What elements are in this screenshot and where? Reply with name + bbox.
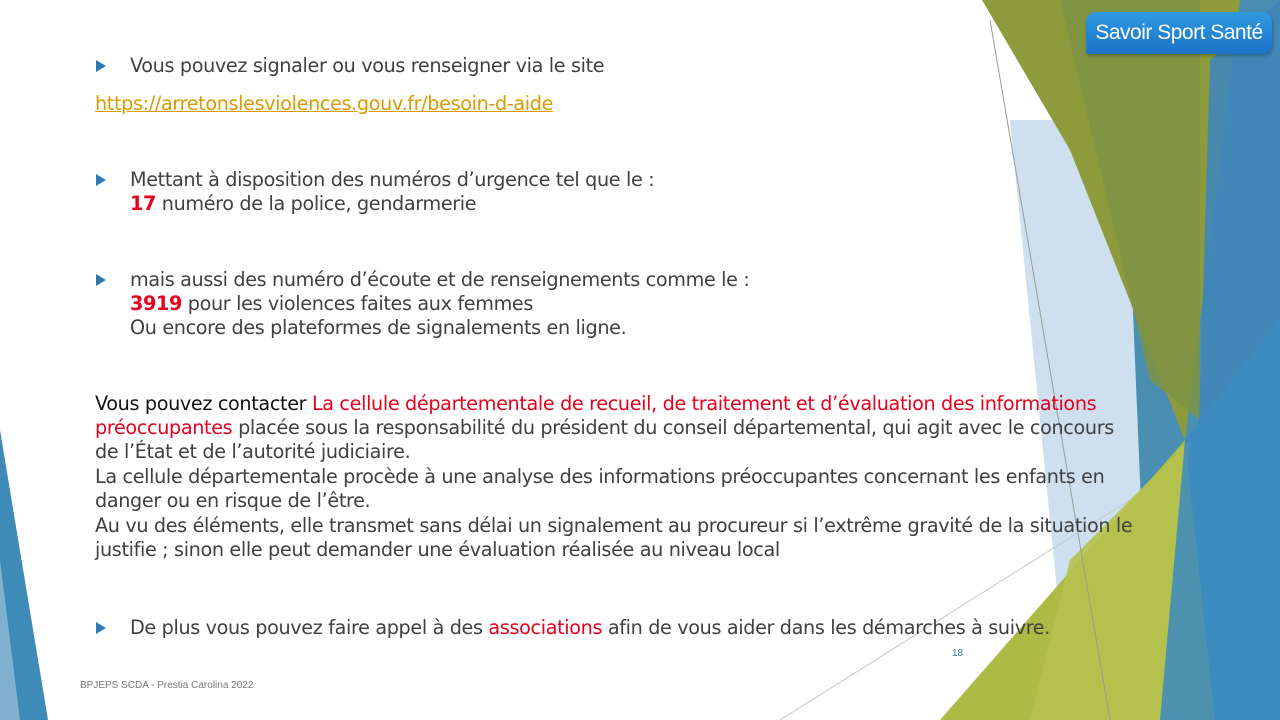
savoir-sport-sante-logo: Savoir Sport Santé bbox=[1086, 12, 1272, 54]
cell-name-highlight-cont: préoccupantes bbox=[95, 416, 233, 439]
bullet-arrow-icon bbox=[96, 60, 106, 72]
bullet2-line2-rest: numéro de la police, gendarmerie bbox=[156, 192, 477, 215]
emergency-number-17: 17 bbox=[130, 192, 157, 215]
paragraph-line1 bbox=[95, 392, 1096, 416]
bullet2-line1: Mettant à disposition des numéros d’urgence tel que le : bbox=[130, 168, 655, 191]
paragraph-intro: Vous pouvez contacter bbox=[95, 392, 312, 415]
bullet3-line2 bbox=[130, 292, 533, 316]
bullet4-text bbox=[130, 616, 1050, 640]
associations-highlight: associations bbox=[488, 616, 603, 639]
paragraph-line6: Au vu des éléments, elle transmet sans délai un signalement au procureur si l’extrême gravité de la situation le bbox=[95, 514, 1133, 537]
page-number: 18 bbox=[952, 648, 964, 659]
paragraph-line3: de l’État et de l’autorité judiciaire. bbox=[95, 440, 411, 463]
paragraph-line2 bbox=[95, 416, 1114, 440]
bullet-arrow-icon bbox=[96, 622, 106, 634]
help-site-link[interactable]: https://arretonslesviolences.gouv.fr/besoin-d-aide bbox=[95, 92, 554, 115]
bullet-arrow-icon bbox=[96, 174, 106, 186]
bullet3-line2-rest: pour les violences faites aux femmes bbox=[182, 292, 534, 315]
paragraph-line2-rest: placée sous la responsabilité du président du conseil départemental, qui agit avec le concours bbox=[232, 416, 1114, 439]
bullet4-before: De plus vous pouvez faire appel à des bbox=[130, 616, 489, 639]
listening-number-3919: 3919 bbox=[130, 292, 183, 315]
paragraph-line7: justifie ; sinon elle peut demander une évaluation réalisée au niveau local bbox=[95, 538, 780, 561]
bullet4-after: afin de vous aider dans les démarches à suivre. bbox=[602, 616, 1051, 639]
paragraph-line5: danger ou en risque de l’être. bbox=[95, 489, 371, 512]
bullet2-line2 bbox=[130, 192, 476, 216]
bullet3-line3: Ou encore des plateformes de signalements en ligne. bbox=[130, 316, 627, 339]
bullet1-text: Vous pouvez signaler ou vous renseigner via le site bbox=[130, 54, 605, 77]
bullet-arrow-icon bbox=[96, 274, 106, 286]
paragraph-line4: La cellule départementale procède à une analyse des informations préoccupantes concernant les enfants en bbox=[95, 465, 1105, 488]
footer-credit: BPJEPS SCDA - Prestia Carolina 2022 bbox=[80, 680, 254, 691]
cell-name-highlight: La cellule départementale de recueil, de traitement et d’évaluation des informations bbox=[311, 392, 1097, 415]
bullet3-line1: mais aussi des numéro d’écoute et de renseignements comme le : bbox=[130, 268, 750, 291]
